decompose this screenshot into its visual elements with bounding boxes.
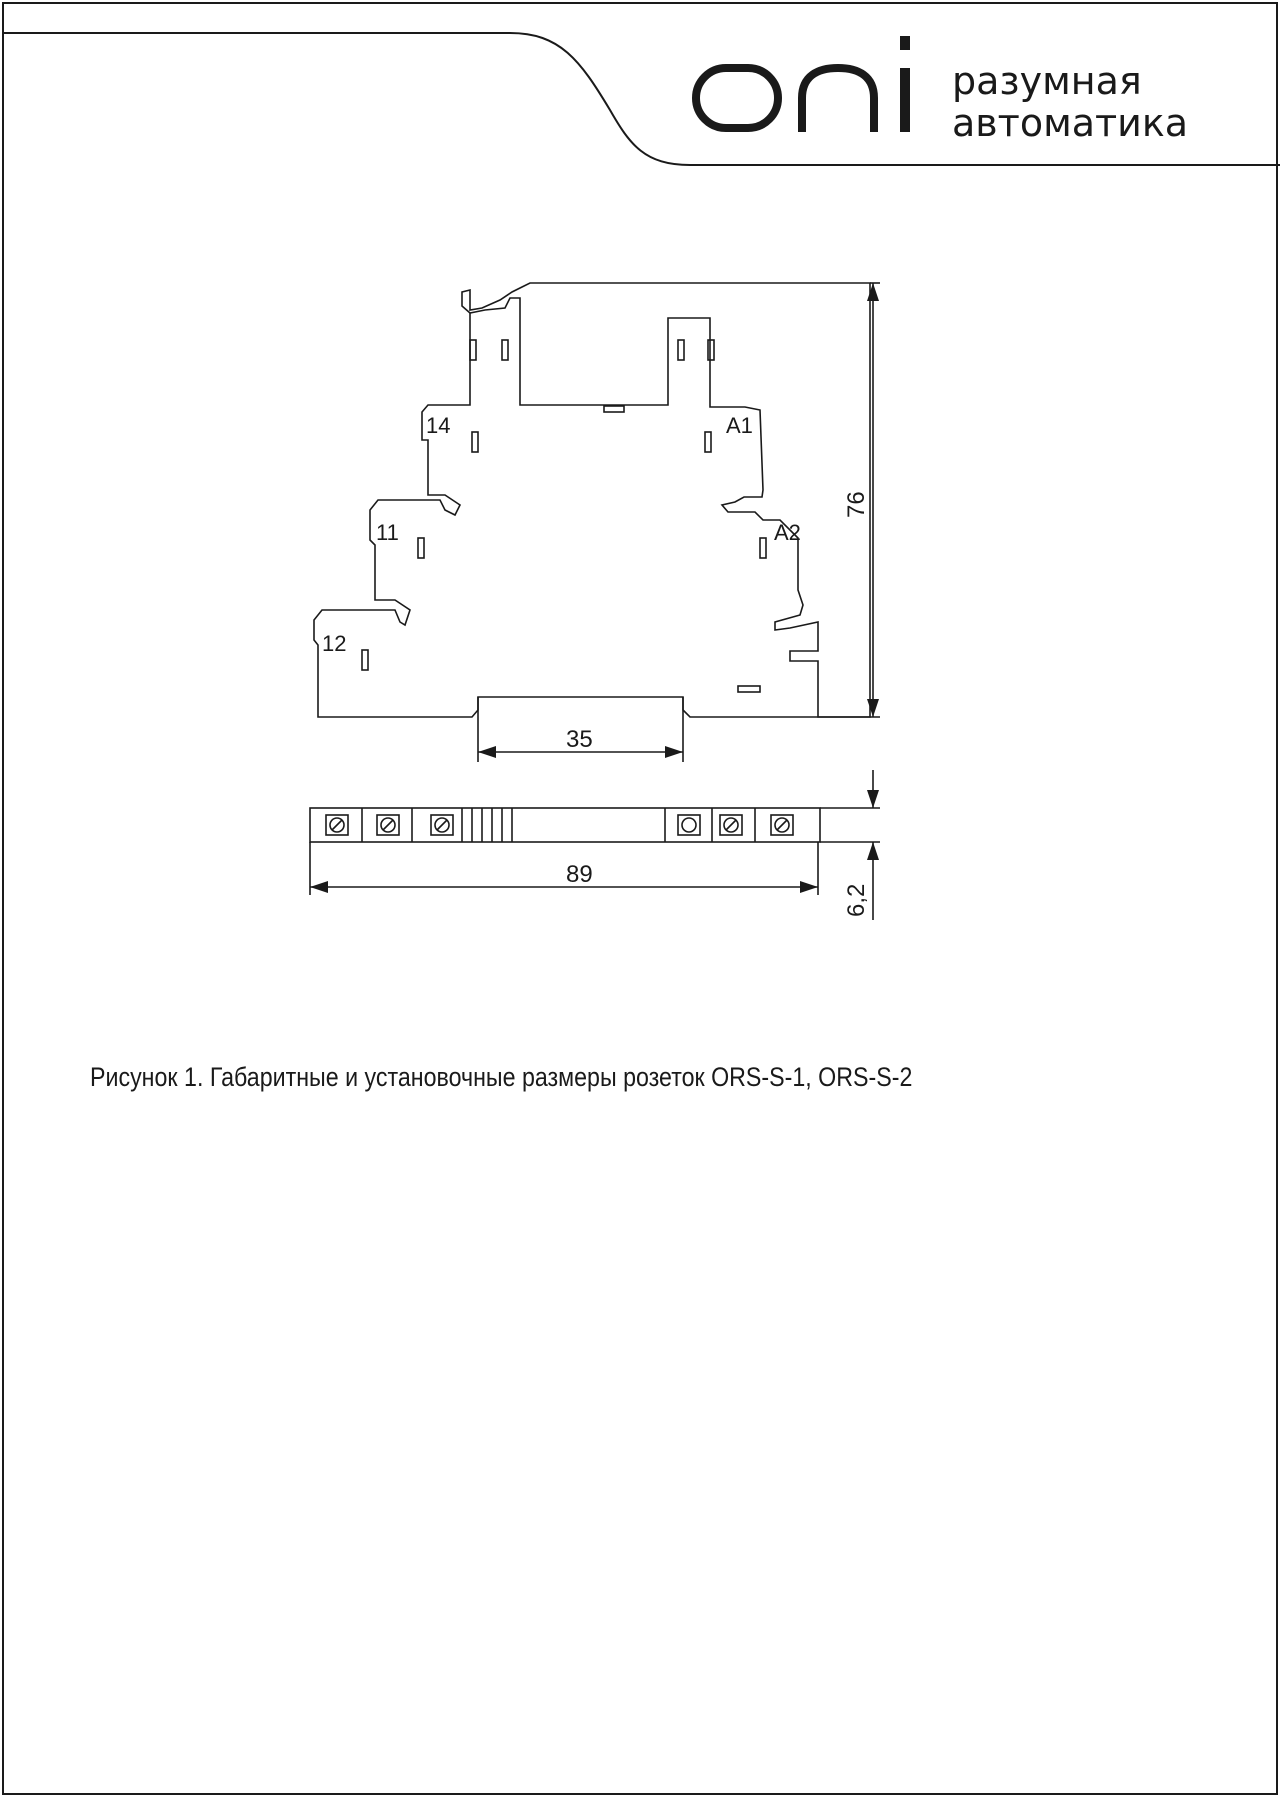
- dim-value-width: 6,2: [843, 883, 870, 917]
- terminal-label-14: 14: [426, 413, 451, 438]
- dim-value-rail: 35: [566, 726, 593, 753]
- dim-value-height: 76: [843, 491, 870, 518]
- terminal-label-A1: A1: [726, 413, 753, 438]
- terminal-label-12: 12: [322, 631, 347, 656]
- socket-top-view: [310, 808, 820, 842]
- terminal-label-11: 11: [376, 520, 399, 545]
- socket-left-steps: [314, 313, 818, 717]
- dim-value-length: 89: [566, 861, 593, 888]
- tagline-line2: автоматика: [952, 101, 1189, 145]
- socket-side-outline: [462, 283, 870, 717]
- figure-caption: Рисунок 1. Габаритные и установочные размеры розеток ORS-S-1, ORS-S-2: [90, 1062, 913, 1092]
- tagline-line1: разумная: [952, 59, 1142, 103]
- terminal-label-A2: A2: [774, 520, 801, 545]
